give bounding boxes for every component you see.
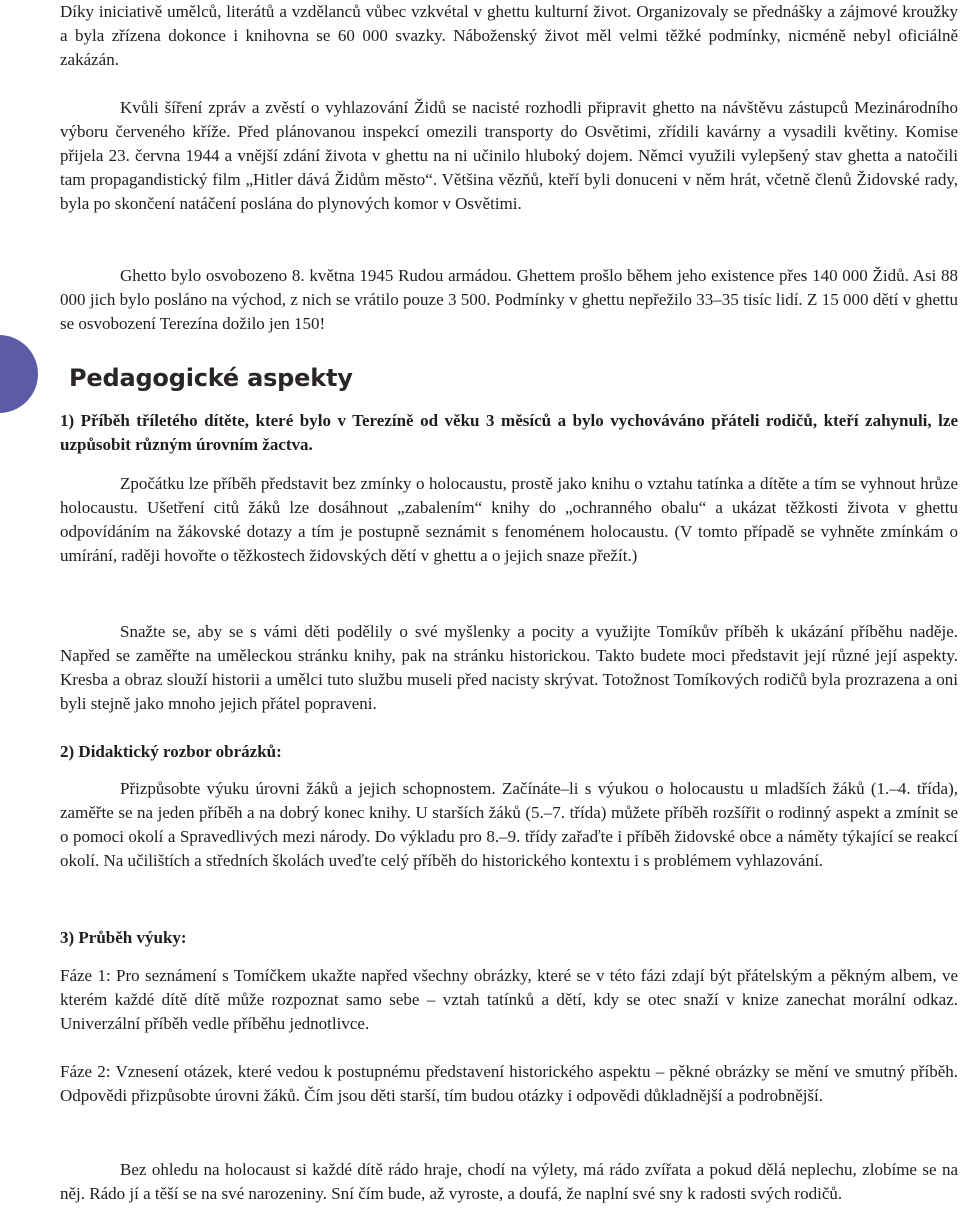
subheading-lesson-flow: 3) Průběh výuky:: [60, 928, 187, 947]
paragraph-red-cross-inspection: Kvůli šíření zpráv a zvěstí o vyhlazování Židů se nacisté rozhodli připravit ghetto na návštěvu zástupců Mezinárodního výboru červeného kříže. Před plánovanou inspekcí omezili transporty do Osvětimi, zřídili kavárny a vysadili květiny. Komise přijela 23. června 1944 a vnější zdání života v ghettu na ni učinilo hluboký dojem. Němci využili vylepšený stav ghetta a natočili tam propagandistický film „Hitler dává Židům město“. Většina vězňů, kteří byli donuceni v něm hrát, včetně členů Židovské rady, byla po skončení natáčení poslána do plynových komor v Osvětimi.: [60, 98, 958, 213]
paragraph-liberation: Ghetto bylo osvobozeno 8. května 1945 Rudou armádou. Ghettem prošlo během jeho existence přes 140 000 Židů. Asi 88 000 jich bylo posláno na východ, z nich se vrátilo pouze 3 500. Podmínky v ghettu nepřežilo 33–35 tisíc lidí. Z 15 000 dětí v ghettu se osvobození Terezína dožilo jen 150!: [60, 266, 958, 333]
paragraph-introduction-approach: Zpočátku lze příběh představit bez zmínky o holocaustu, prostě jako knihu o vztahu tatínka a dítěte a tím se vyhnout hrůze holocaustu. Ušetření citů žáků lze dosáhnout „zabalením“ knihy do „ochranného obalu“ a ukázat těžkosti života v ghettu odpovídáním na žákovské dotazy a tím je postupně seznámit s fenoménem holocaustu. (V tomto případě se vyhněte zmínkám o umírání, raději hovořte o těžkostech židovských dětí v ghettu a o jejich snaze přežít.): [60, 474, 958, 565]
paragraph-hope-story: Snažte se, aby se s vámi děti podělily o své myšlenky a pocity a využijte Tomíkův příběh k ukázání příběhu naděje. Napřed se zaměřte na uměleckou stránku knihy, pak na stránku historickou. Takto budete moci představit její různé její aspekty. Kresba a obraz slouží historii a umělci tuto službu museli před nacisty skrývat. Totožnost Tomíkových rodičů byla prozrazena a oni byli stejně jako mnoho jejich přátel popraveni.: [60, 622, 958, 713]
subheading-story-adaptation: 1) Příběh tříletého dítěte, které bylo v Terezíně od věku 3 měsíců a bylo vychováváno přáteli rodičů, kteří zahynuli, lze uzpůsobit různým úrovním žactva.: [60, 411, 958, 454]
paragraph-phase-2: Fáze 2: Vznesení otázek, které vedou k postupnému představení historického aspektu – pěkné obrázky se mění ve smutný příběh. Odpovědi přizpůsobte úrovni žáků. Čím jsou děti starší, tím budou otázky i odpovědi důkladnější a podrobnější.: [60, 1062, 958, 1105]
paragraph-phase-1: Fáze 1: Pro seznámení s Tomíčkem ukažte napřed všechny obrázky, které se v této fázi zdají být přátelským a pěkným albem, ve kterém každé dítě dítě může rozpoznat samo sebe – vztah tatínků a dětí, kdy se otec snaží v knize zanechat morální odkaz. Univerzální příběh vedle příběhu jednotlivce.: [60, 966, 958, 1033]
paragraph-every-child: Bez ohledu na holocaust si každé dítě rádo hraje, chodí na výlety, má rádo zvířata a pokud dělá neplechu, zlobíme se na něj. Rádo jí a těší se na své narozeniny. Sní čím bude, až vyroste, a doufá, že naplní své sny k radosti svých rodičů.: [60, 1160, 958, 1203]
paragraph-cultural-life: Díky iniciativě umělců, literátů a vzdělanců vůbec vzkvétal v ghettu kulturní život. Organizovaly se přednášky a zájmové kroužky a byla zřízena dokonce i knihovna se 60 000 svazky. Náboženský život měl velmi těžké podmínky, nicméně nebyl oficiálně zakázán.: [60, 2, 958, 69]
paragraph-age-adaptation: Přizpůsobte výuku úrovni žáků a jejich schopnostem. Začínáte–li s výukou o holocaustu u mladších žáků (1.–4. třída), zaměřte se na jeden příběh a na dobrý konec knihy. U starších žáků (5.–7. třída) můžete příběh rozšířit o rodinný aspekt a zmínit se o pomoci okolí a Spravedlivých mezi národy. Do výkladu pro 8.–9. třídy zařaďte i příběh židovské obce a náměty týkající se reakcí okolí. Na učilištích a středních školách uveďte celý příběh do historického kontextu i s problémem vyhlazování.: [60, 779, 958, 870]
section-marker-tab: [0, 335, 38, 413]
section-heading: Pedagogické aspekty: [69, 364, 353, 392]
subheading-didactic-analysis: 2) Didaktický rozbor obrázků:: [60, 742, 282, 761]
